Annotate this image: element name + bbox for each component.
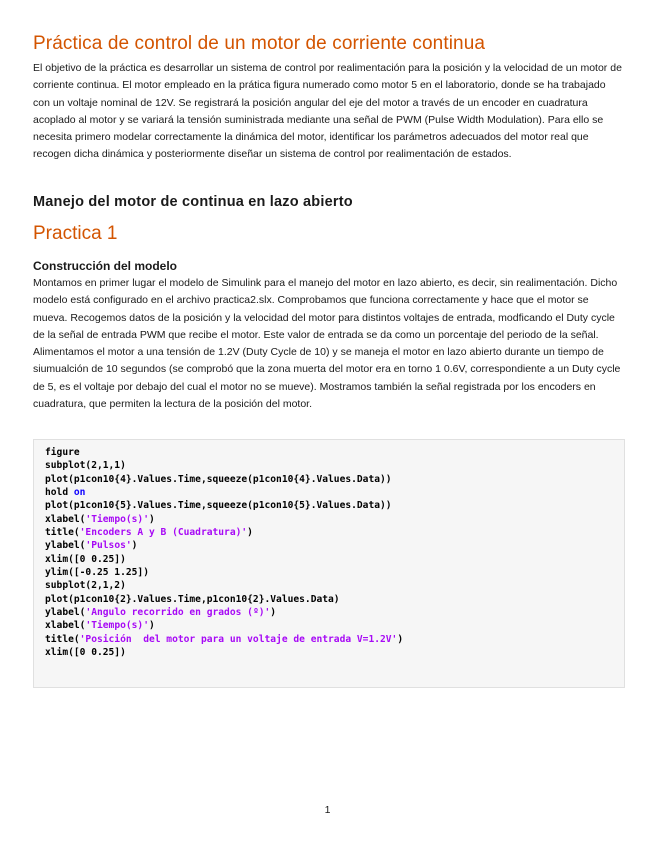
code-string: 'Encoders A y B (Cuadratura)' — [79, 527, 248, 539]
code-text: ) — [270, 607, 277, 619]
code-text: subplot(2,1,2) — [45, 580, 126, 592]
subsection-heading: Construcción del modelo — [33, 259, 178, 273]
code-line — [45, 513, 624, 526]
code-text: ) — [397, 633, 404, 645]
code-text: plot(p1con10{4}.Values.Time,squeeze(p1con10{4}.Values.Data)) — [45, 473, 392, 485]
code-text: xlabel( — [45, 620, 86, 632]
code-text: hold — [45, 487, 74, 499]
code-text: ) — [148, 513, 155, 525]
body-paragraph: Montamos en primer lugar el modelo de Simulink para el manejo del motor en lazo abierto, es decir, sin realimentación. Dicho modelo está configurado en el archivo practica2.slx. Comprobamos que funciona correctamente y hace que el motor se mueva. Recogemos datos de la posición y la velocidad del motor para distintos voltajes de entrada, modficando el Duty cycle de la señal de entrada PWM que recibe el motor. Este valor de entrada se da como un porcentaje del periodo de la señal. Alimentamos el motor a una tensión de 1.2V (Duty Cycle de 10) y se maneja el motor en lazo abierto durante un tiempo de siumualción de 10 segundos (se comprobó que la zona muerta del motor era en torno 1 0.6V, correspondiente a un Duty cycle de 5, es el voltaje por debajo del cual el motor no se mueve). Mostramos también la señal registrada por los encoders en cuadratura, que permiten la lectura de la posición del motor. — [33, 277, 621, 411]
code-text: plot(p1con10{5}.Values.Time,squeeze(p1con10{5}.Values.Data)) — [45, 500, 392, 512]
code-line — [45, 526, 624, 539]
page-number: 1 — [324, 804, 331, 816]
code-line — [45, 593, 624, 606]
code-text: ) — [131, 540, 138, 552]
code-text: xlim([0 0.25]) — [45, 553, 126, 565]
code-line — [45, 606, 624, 619]
code-line — [45, 633, 624, 646]
code-text: ylabel( — [45, 540, 86, 552]
code-line — [45, 459, 624, 472]
code-line — [45, 619, 624, 632]
code-string: 'Tiempo(s)' — [85, 620, 149, 632]
code-text: title( — [45, 633, 80, 645]
code-line — [45, 579, 624, 592]
section-heading: Manejo del motor de continua en lazo abierto — [33, 194, 353, 210]
code-line — [45, 539, 624, 552]
code-string: 'Posición del motor para un voltaje de entrada V=1.2V' — [79, 633, 398, 645]
code-string: 'Angulo recorrido en grados (º)' — [85, 607, 271, 619]
code-line — [45, 646, 624, 659]
code-text: xlim([0 0.25]) — [45, 647, 126, 659]
code-line — [45, 473, 624, 486]
intro-paragraph: El objetivo de la práctica es desarrollar un sistema de control por realimentación para la posición y la velocidad de un motor de corriente continua. El motor empleado en la prática figura numerado como motor 5 en el laboratorio, donde se ha trabajado con un voltaje nominal de 12V. Se registrará la posición angular del eje del motor a través de un encoder en cuadratura acoplado al motor y se variará la tensión suministrada mediante una señal de PWM (Pulse Width Modulation). Para ello se necesita primero modelar correctamente la dinámica del motor, identificar los parámetros adecuados del motor real que recogen dicha dinámica y posteriormente diseñar un sistema de control por realimentación de estados. — [33, 62, 622, 161]
code-block — [33, 439, 625, 688]
code-string: 'Tiempo(s)' — [85, 513, 149, 525]
code-line — [45, 553, 624, 566]
code-text: subplot(2,1,1) — [45, 460, 126, 472]
code-keyword: on — [73, 487, 86, 499]
code-line — [45, 486, 624, 499]
code-text: xlabel( — [45, 513, 86, 525]
code-text: plot(p1con10{2}.Values.Time,p1con10{2}.Values.Data) — [45, 593, 340, 605]
code-text: ) — [148, 620, 155, 632]
code-text: ylim([-0.25 1.25]) — [45, 567, 149, 579]
code-text: ) — [247, 527, 253, 539]
code-string: 'Pulsos' — [85, 540, 132, 552]
code-line — [45, 566, 624, 579]
code-text: figure — [45, 447, 80, 458]
document-title: Práctica de control de un motor de corriente continua — [33, 33, 486, 54]
code-line — [45, 499, 624, 512]
practice-heading: Practica 1 — [33, 223, 118, 244]
code-text: ylabel( — [45, 607, 86, 619]
code-text: title( — [45, 527, 80, 539]
code-line — [45, 446, 624, 459]
